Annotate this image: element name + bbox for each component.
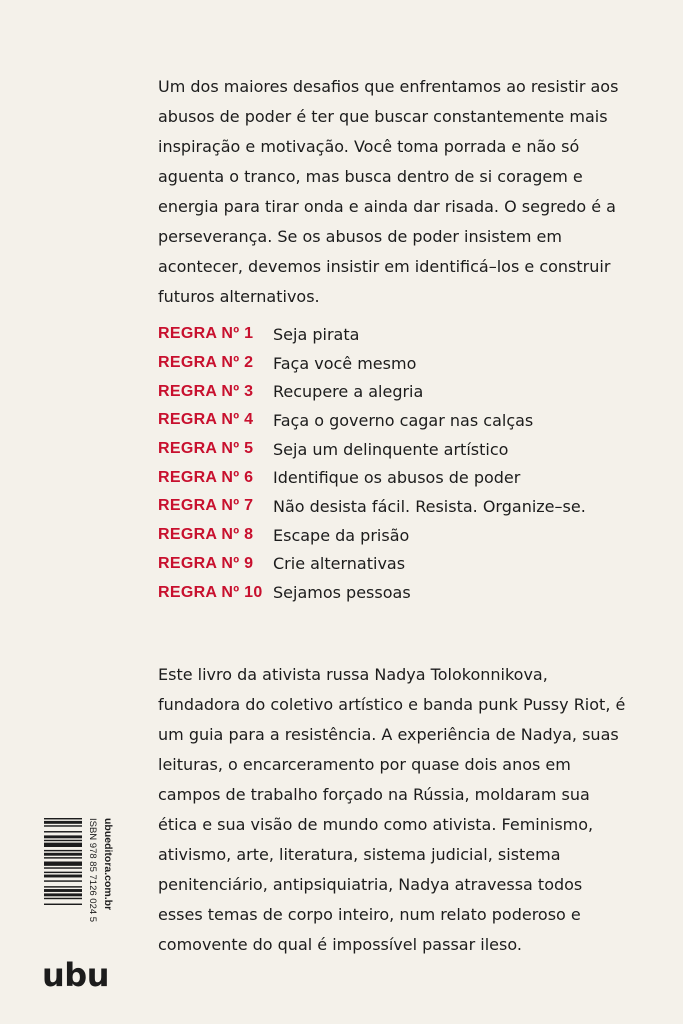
barcode-block [44,818,122,942]
rule-text: Seja pirata [273,324,360,344]
rule-number: REGRA Nº 2 [158,354,254,372]
rule-text: Sejamos pessoas [273,583,411,603]
rule-item [158,320,586,349]
rule-text: Escape da prisão [273,525,410,545]
rule-item [158,550,586,579]
rule-number: REGRA Nº 6 [158,468,254,486]
intro-paragraph: Um dos maiores desafios que enfrentamos ao resistir aos abusos de poder é ter que buscar constantemente mais inspiração e motivação. Você toma porrada e não só aguenta o tranco, mas busca dentro de si coragem e energia para tirar onda e ainda dar risada. O segredo é a perseverança. Se os abusos de poder insistem em acontecer, devemos insistir em identificá–los e construir futuros alternativos. [158,77,619,306]
rule-item [158,349,586,378]
rule-item [158,435,586,464]
rule-item [158,578,586,607]
rule-text: Identifique os abusos de poder [273,468,521,488]
isbn-text: ISBN 978 85 7126 024 5 [87,818,98,923]
barcode-icon [44,818,82,942]
rule-text: Faça você mesmo [273,353,417,373]
rule-number: REGRA Nº 5 [158,440,254,458]
book-blurb: Este livro da ativista russa Nadya Tolokonnikova, fundadora do coletivo artístico e banda punk Pussy Riot, é um guia para a resistência. A experiência de Nadya, suas leituras, o encarceramento por quase dois anos em campos de trabalho forçado na Rússia, moldaram sua ética e sua visão de mundo como ativista. Feminismo, ativismo, arte, literatura, sistema judicial, sistema penitenciário, antipsiquiatria, Nadya atravessa todos esses temas de corpo inteiro, num relato poderoso e comovente do qual é impossível passar ileso. [158,665,626,954]
rule-item [158,492,586,521]
rule-text: Faça o governo cagar nas calças [273,410,534,430]
rule-number: REGRA Nº 4 [158,411,254,429]
rule-text: Seja um delinquente artístico [273,439,509,459]
website-text: ubueditora.com.br [102,818,114,911]
rule-number: REGRA Nº 9 [158,554,254,572]
rule-number: REGRA Nº 3 [158,382,254,400]
rules-list [158,320,586,607]
publisher-logo: ubu [42,956,109,994]
rule-text: Crie alternativas [273,554,406,574]
rule-number: REGRA Nº 10 [158,583,263,601]
rule-number: REGRA Nº 1 [158,325,254,343]
rule-item [158,377,586,406]
rule-number: REGRA Nº 7 [158,497,254,515]
rule-item [158,521,586,550]
rule-item [158,463,586,492]
rule-text: Recupere a alegria [273,382,424,402]
rule-text: Não desista fácil. Resista. Organize–se. [273,496,586,516]
rule-item [158,406,586,435]
rule-number: REGRA Nº 8 [158,526,254,544]
